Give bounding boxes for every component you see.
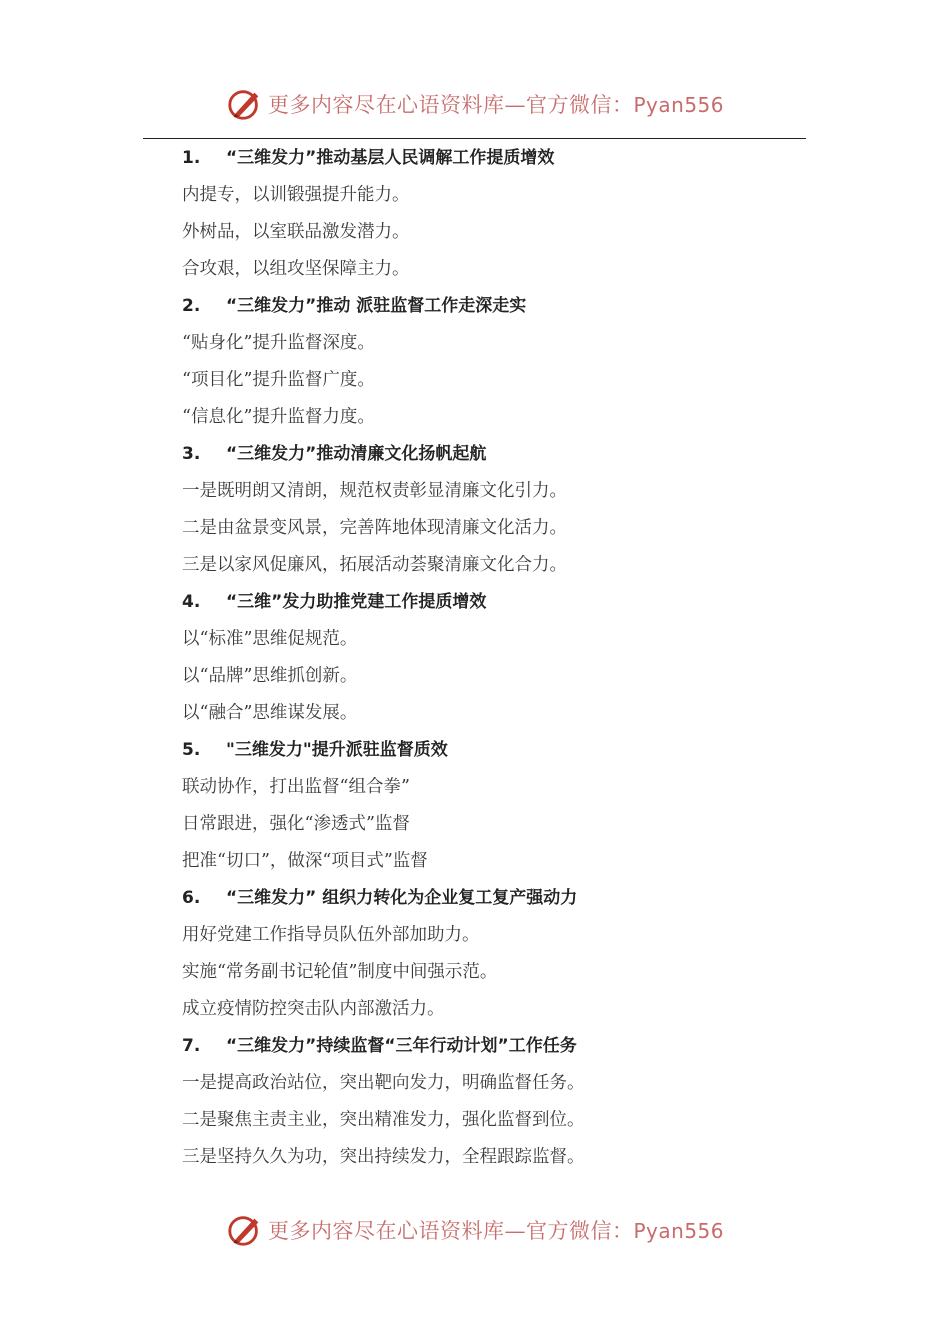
header-banner	[0, 84, 950, 124]
pen-logo-icon	[226, 85, 264, 123]
section-item: 三是以家风促廉风，拓展活动荟聚清廉文化合力。	[182, 555, 567, 575]
section-item: 外树品，以室联品激发潜力。	[182, 222, 410, 242]
section-item: “项目化”提升监督广度。	[182, 370, 375, 390]
section-item: 合攻艰，以组攻坚保障主力。	[182, 259, 410, 279]
section-item: 以“融合”思维谋发展。	[182, 703, 358, 723]
section-item: 一是提高政治站位，突出靶向发力，明确监督任务。	[182, 1073, 585, 1093]
section-item: 二是聚焦主责主业，突出精准发力，强化监督到位。	[182, 1110, 585, 1130]
section-heading: 4. “三维”发力助推党建工作提质增效	[182, 592, 487, 612]
section-item: 日常跟进，强化“渗透式”监督	[182, 814, 410, 834]
section-item: 以“品牌”思维抓创新。	[182, 666, 358, 686]
section-item: 一是既明朗又清朗，规范权责彰显清廉文化引力。	[182, 481, 567, 501]
section-heading: 3. “三维发力”推动清廉文化扬帆起航	[182, 444, 487, 464]
banner-text: 更多内容尽在心语资料库—官方微信：Pyan556	[267, 93, 724, 117]
section-item: 三是坚持久久为功，突出持续发力，全程跟踪监督。	[182, 1147, 585, 1167]
section-item: 联动协作，打出监督“组合拳”	[182, 777, 410, 797]
section-heading: 1. “三维发力”推动基层人民调解工作提质增效	[182, 148, 555, 168]
section-heading: 7. “三维发力”持续监督“三年行动计划”工作任务	[182, 1036, 577, 1056]
wechat-id: Pyan556	[633, 93, 724, 117]
section-item: 把准“切口”，做深“项目式”监督	[182, 851, 428, 871]
section-heading: 6. “三维发力” 组织力转化为企业复工复产强动力	[182, 888, 578, 908]
section-heading: 5. "三维发力"提升派驻监督质效	[182, 740, 448, 760]
section-item: 内提专，以训锻强提升能力。	[182, 185, 410, 205]
banner-text: 更多内容尽在心语资料库—官方微信：Pyan556	[267, 1219, 724, 1243]
section-item: 成立疫情防控突击队内部激活力。	[182, 999, 445, 1019]
section-item: 用好党建工作指导员队伍外部加助力。	[182, 925, 480, 945]
header-divider	[143, 138, 806, 139]
footer-banner	[0, 1210, 950, 1250]
pen-logo-icon	[226, 1211, 264, 1249]
section-item: 二是由盆景变风景，完善阵地体现清廉文化活力。	[182, 518, 567, 538]
section-item: 以“标准”思维促规范。	[182, 629, 358, 649]
section-item: 实施“常务副书记轮值”制度中间强示范。	[182, 962, 498, 982]
document-body	[182, 140, 822, 1176]
section-item: “贴身化”提升监督深度。	[182, 333, 375, 353]
section-heading: 2. “三维发力”推动 派驻监督工作走深走实	[182, 296, 527, 316]
wechat-id: Pyan556	[633, 1219, 724, 1243]
section-item: “信息化”提升监督力度。	[182, 407, 375, 427]
